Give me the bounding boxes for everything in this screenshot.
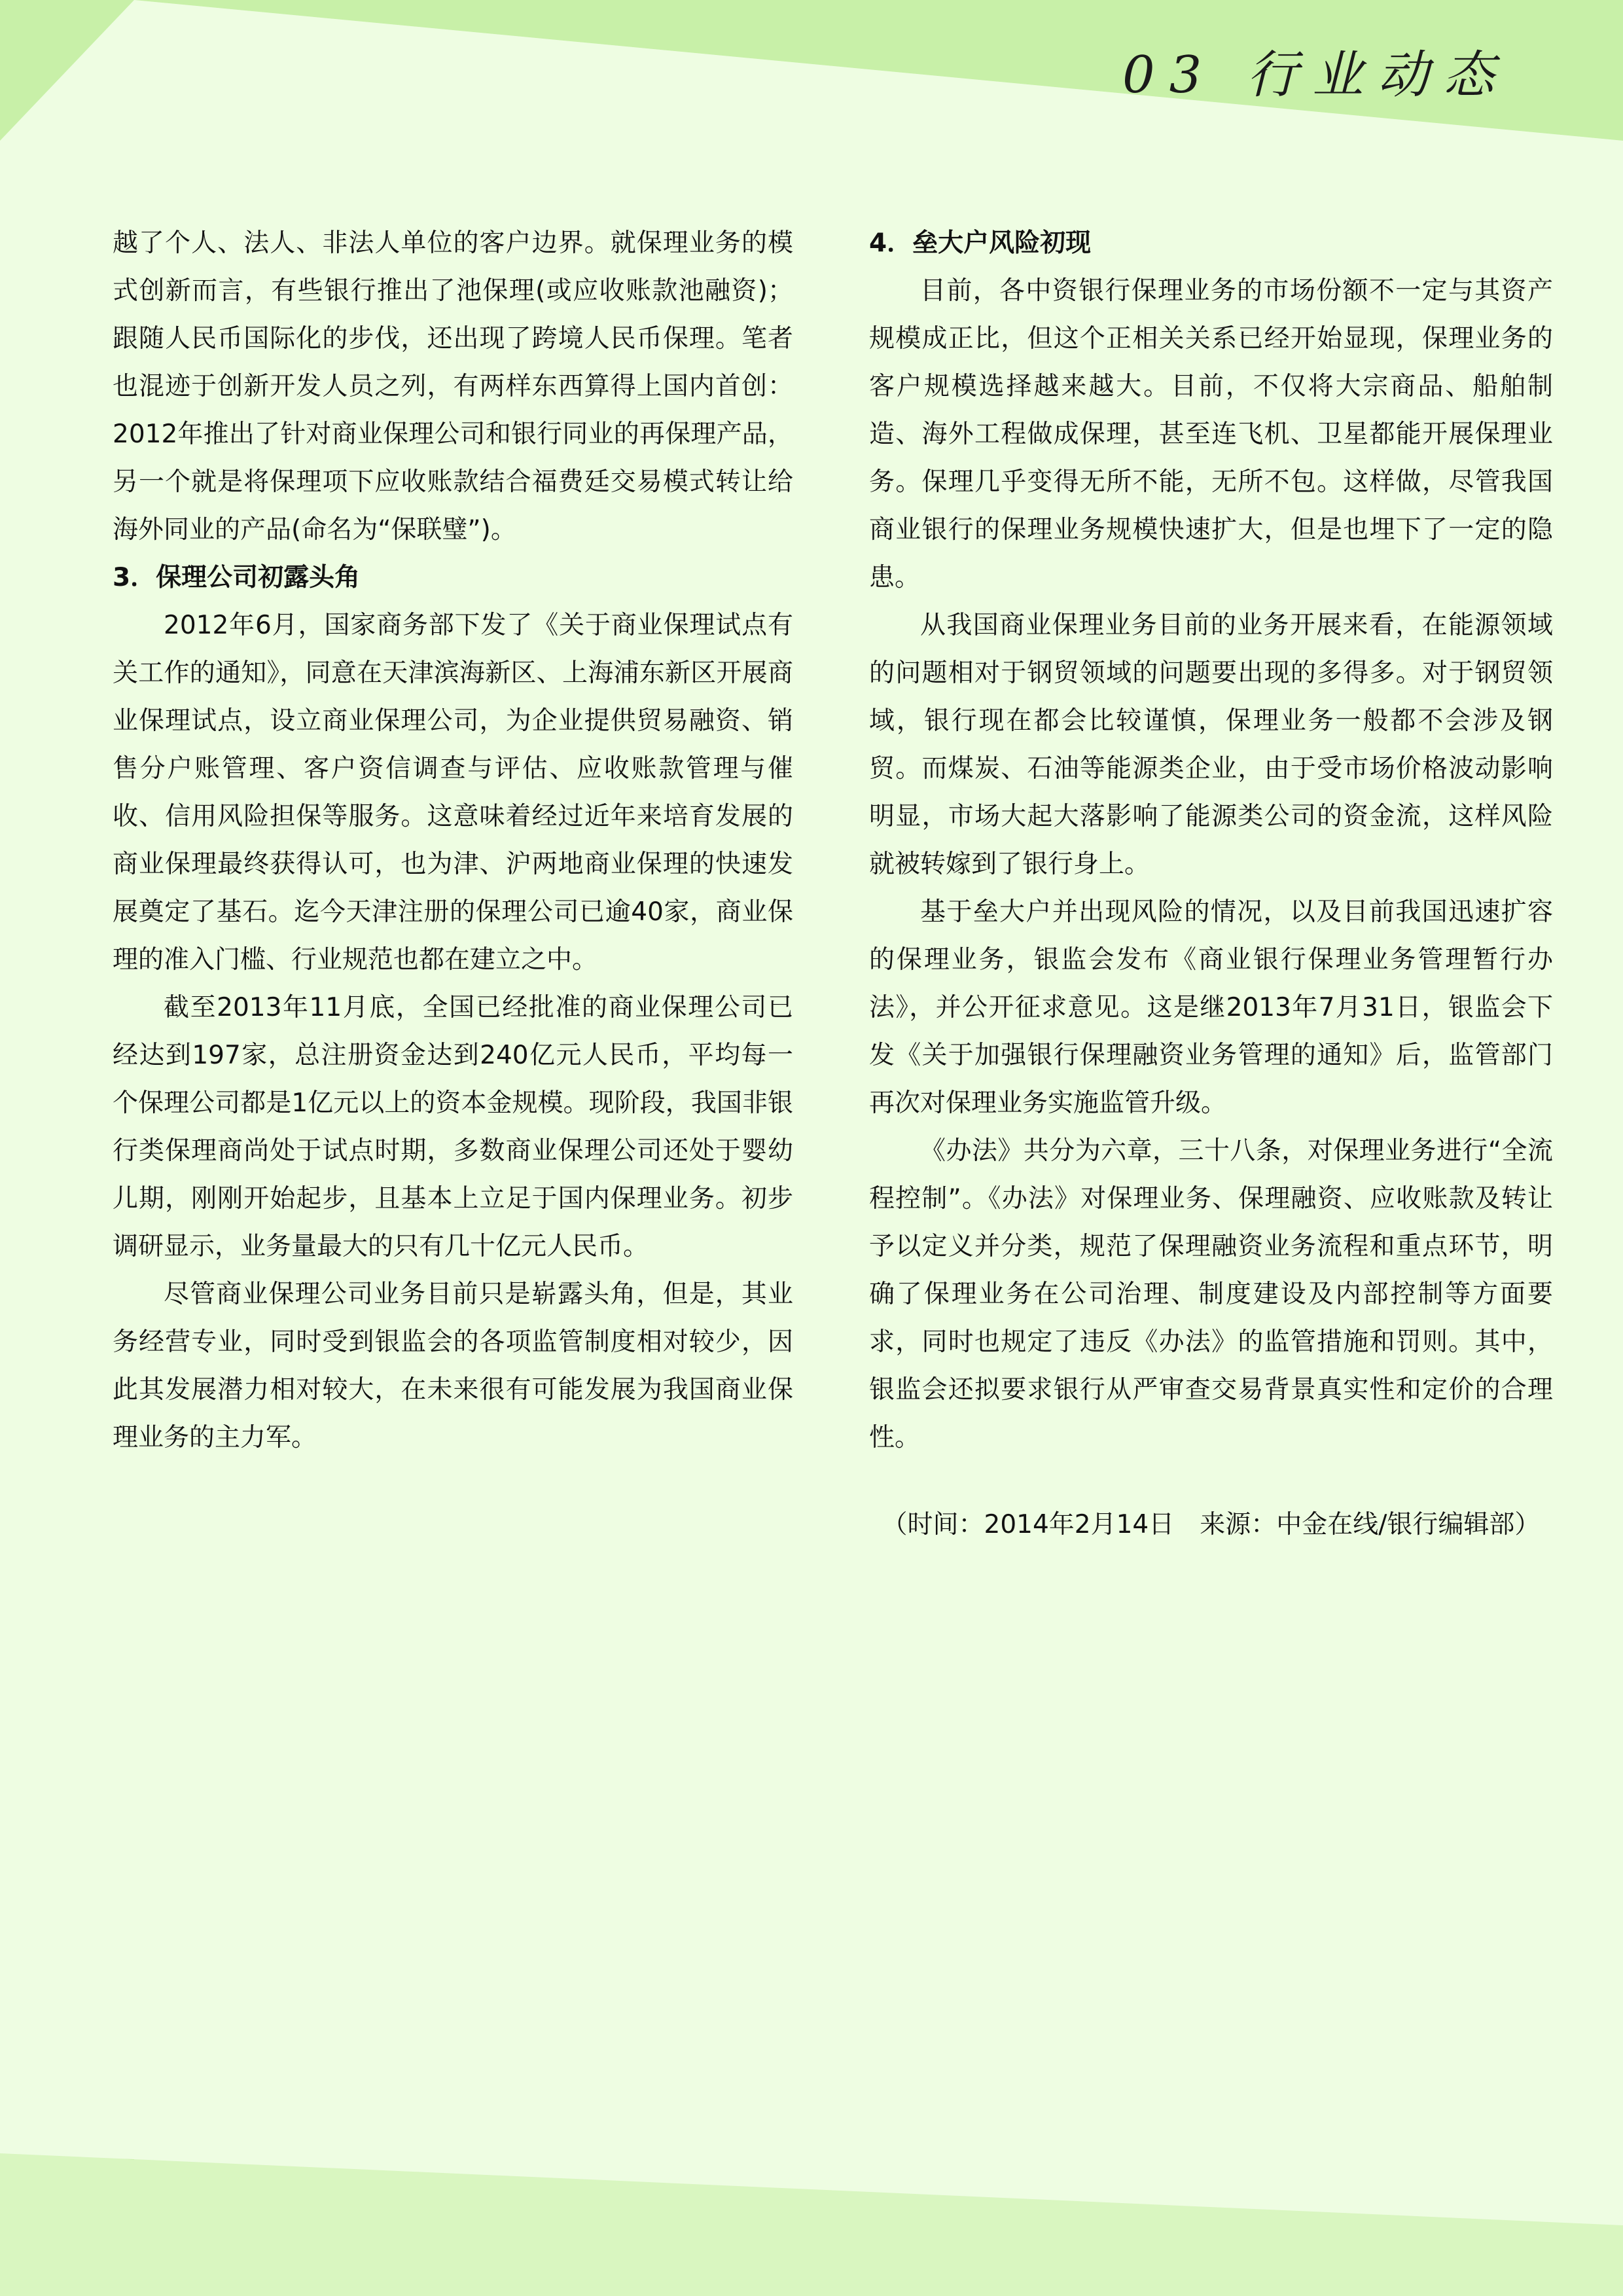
- heading-3: 3．保理公司初露头角: [113, 563, 361, 592]
- left-paragraph-1: 越了个人、法人、非法人单位的客户边界。就保理业务的模式创新而言，有些银行推出了池保理(或应收账款池融资)；跟随人民币国际化的步伐，还出现了跨境人民币保理。笔者也混迹于创新开发人员之列，有两样东西算得上国内首创：2012年推出了针对商业保理公司和银行同业的再保理产品，另一个就是将保理项下应收账款结合福费廷交易模式转让给海外同业的产品(命名为“保联璧”)。: [113, 228, 793, 545]
- source-citation: （时间：2014年2月14日 来源：中金在线/银行编辑部）: [882, 1510, 1541, 1539]
- left-paragraph-4: 尽管商业保理公司业务目前只是崭露头角，但是，其业务经营专业，同时受到银监会的各项监管制度相对较少，因此其发展潜力相对较大，在未来很有可能发展为我国商业保理业务的主力军。: [113, 1280, 793, 1452]
- right-column: [869, 219, 1553, 1549]
- right-paragraph-2: 从我国商业保理业务目前的业务开展来看，在能源领域的问题相对于钢贸领域的问题要出现的多得多。对于钢贸领域，银行现在都会比较谨慎，保理业务一般都不会涉及钢贸。而煤炭、石油等能源类企业，由于受市场价格波动影响明显，市场大起大落影响了能源类公司的资金流，这样风险就被转嫁到了银行身上。: [869, 611, 1553, 879]
- left-paragraph-3: 截至2013年11月底，全国已经批准的商业保理公司已经达到197家，总注册资金达到240亿元人民币，平均每一个保理公司都是1亿元以上的资本金规模。现阶段，我国非银行类保理商尚处于试点时期，多数商业保理公司还处于婴幼儿期，刚刚开始起步，且基本上立足于国内保理业务。初步调研显示，业务量最大的只有几十亿元人民币。: [113, 993, 793, 1261]
- right-paragraph-1: 目前，各中资银行保理业务的市场份额不一定与其资产规模成正比，但这个正相关关系已经开始显现，保理业务的客户规模选择越来越大。目前，不仅将大宗商品、船舶制造、海外工程做成保理，甚至连飞机、卫星都能开展保理业务。保理几乎变得无所不能，无所不包。这样做，尽管我国商业银行的保理业务规模快速扩大，但是也埋下了一定的隐患。: [869, 276, 1553, 592]
- left-column: [113, 219, 793, 1462]
- right-paragraph-3: 基于垒大户并出现风险的情况，以及目前我国迅速扩容的保理业务，银监会发布《商业银行保理业务管理暂行办法》，并公开征求意见。这是继2013年7月31日，银监会下发《关于加强银行保理融资业务管理的通知》后，监管部门再次对保理业务实施监管升级。: [869, 897, 1553, 1118]
- heading-4: 4．垒大户风险初现: [869, 228, 1092, 258]
- left-paragraph-2: 2012年6月，国家商务部下发了《关于商业保理试点有关工作的通知》，同意在天津滨海新区、上海浦东新区开展商业保理试点，设立商业保理公司，为企业提供贸易融资、销售分户账管理、客户资信调查与评估、应收账款管理与催收、信用风险担保等服务。这意味着经过近年来培育发展的商业保理最终获得认可，也为津、沪两地商业保理的快速发展奠定了基石。迄今天津注册的保理公司已逾40家，商业保理的准入门槛、行业规范也都在建立之中。: [113, 611, 793, 975]
- right-paragraph-4: 《办法》共分为六章，三十八条，对保理业务进行“全流程控制”。《办法》对保理业务、保理融资、应收账款及转让予以定义并分类，规范了保理融资业务流程和重点环节，明确了保理业务在公司治理、制度建设及内部控制等方面要求，同时也规定了违反《办法》的监管措施和罚则。其中，银监会还拟要求银行从严审查交易背景真实性和定价的合理性。: [869, 1136, 1553, 1452]
- section-title: 03 行业动态: [1122, 46, 1508, 105]
